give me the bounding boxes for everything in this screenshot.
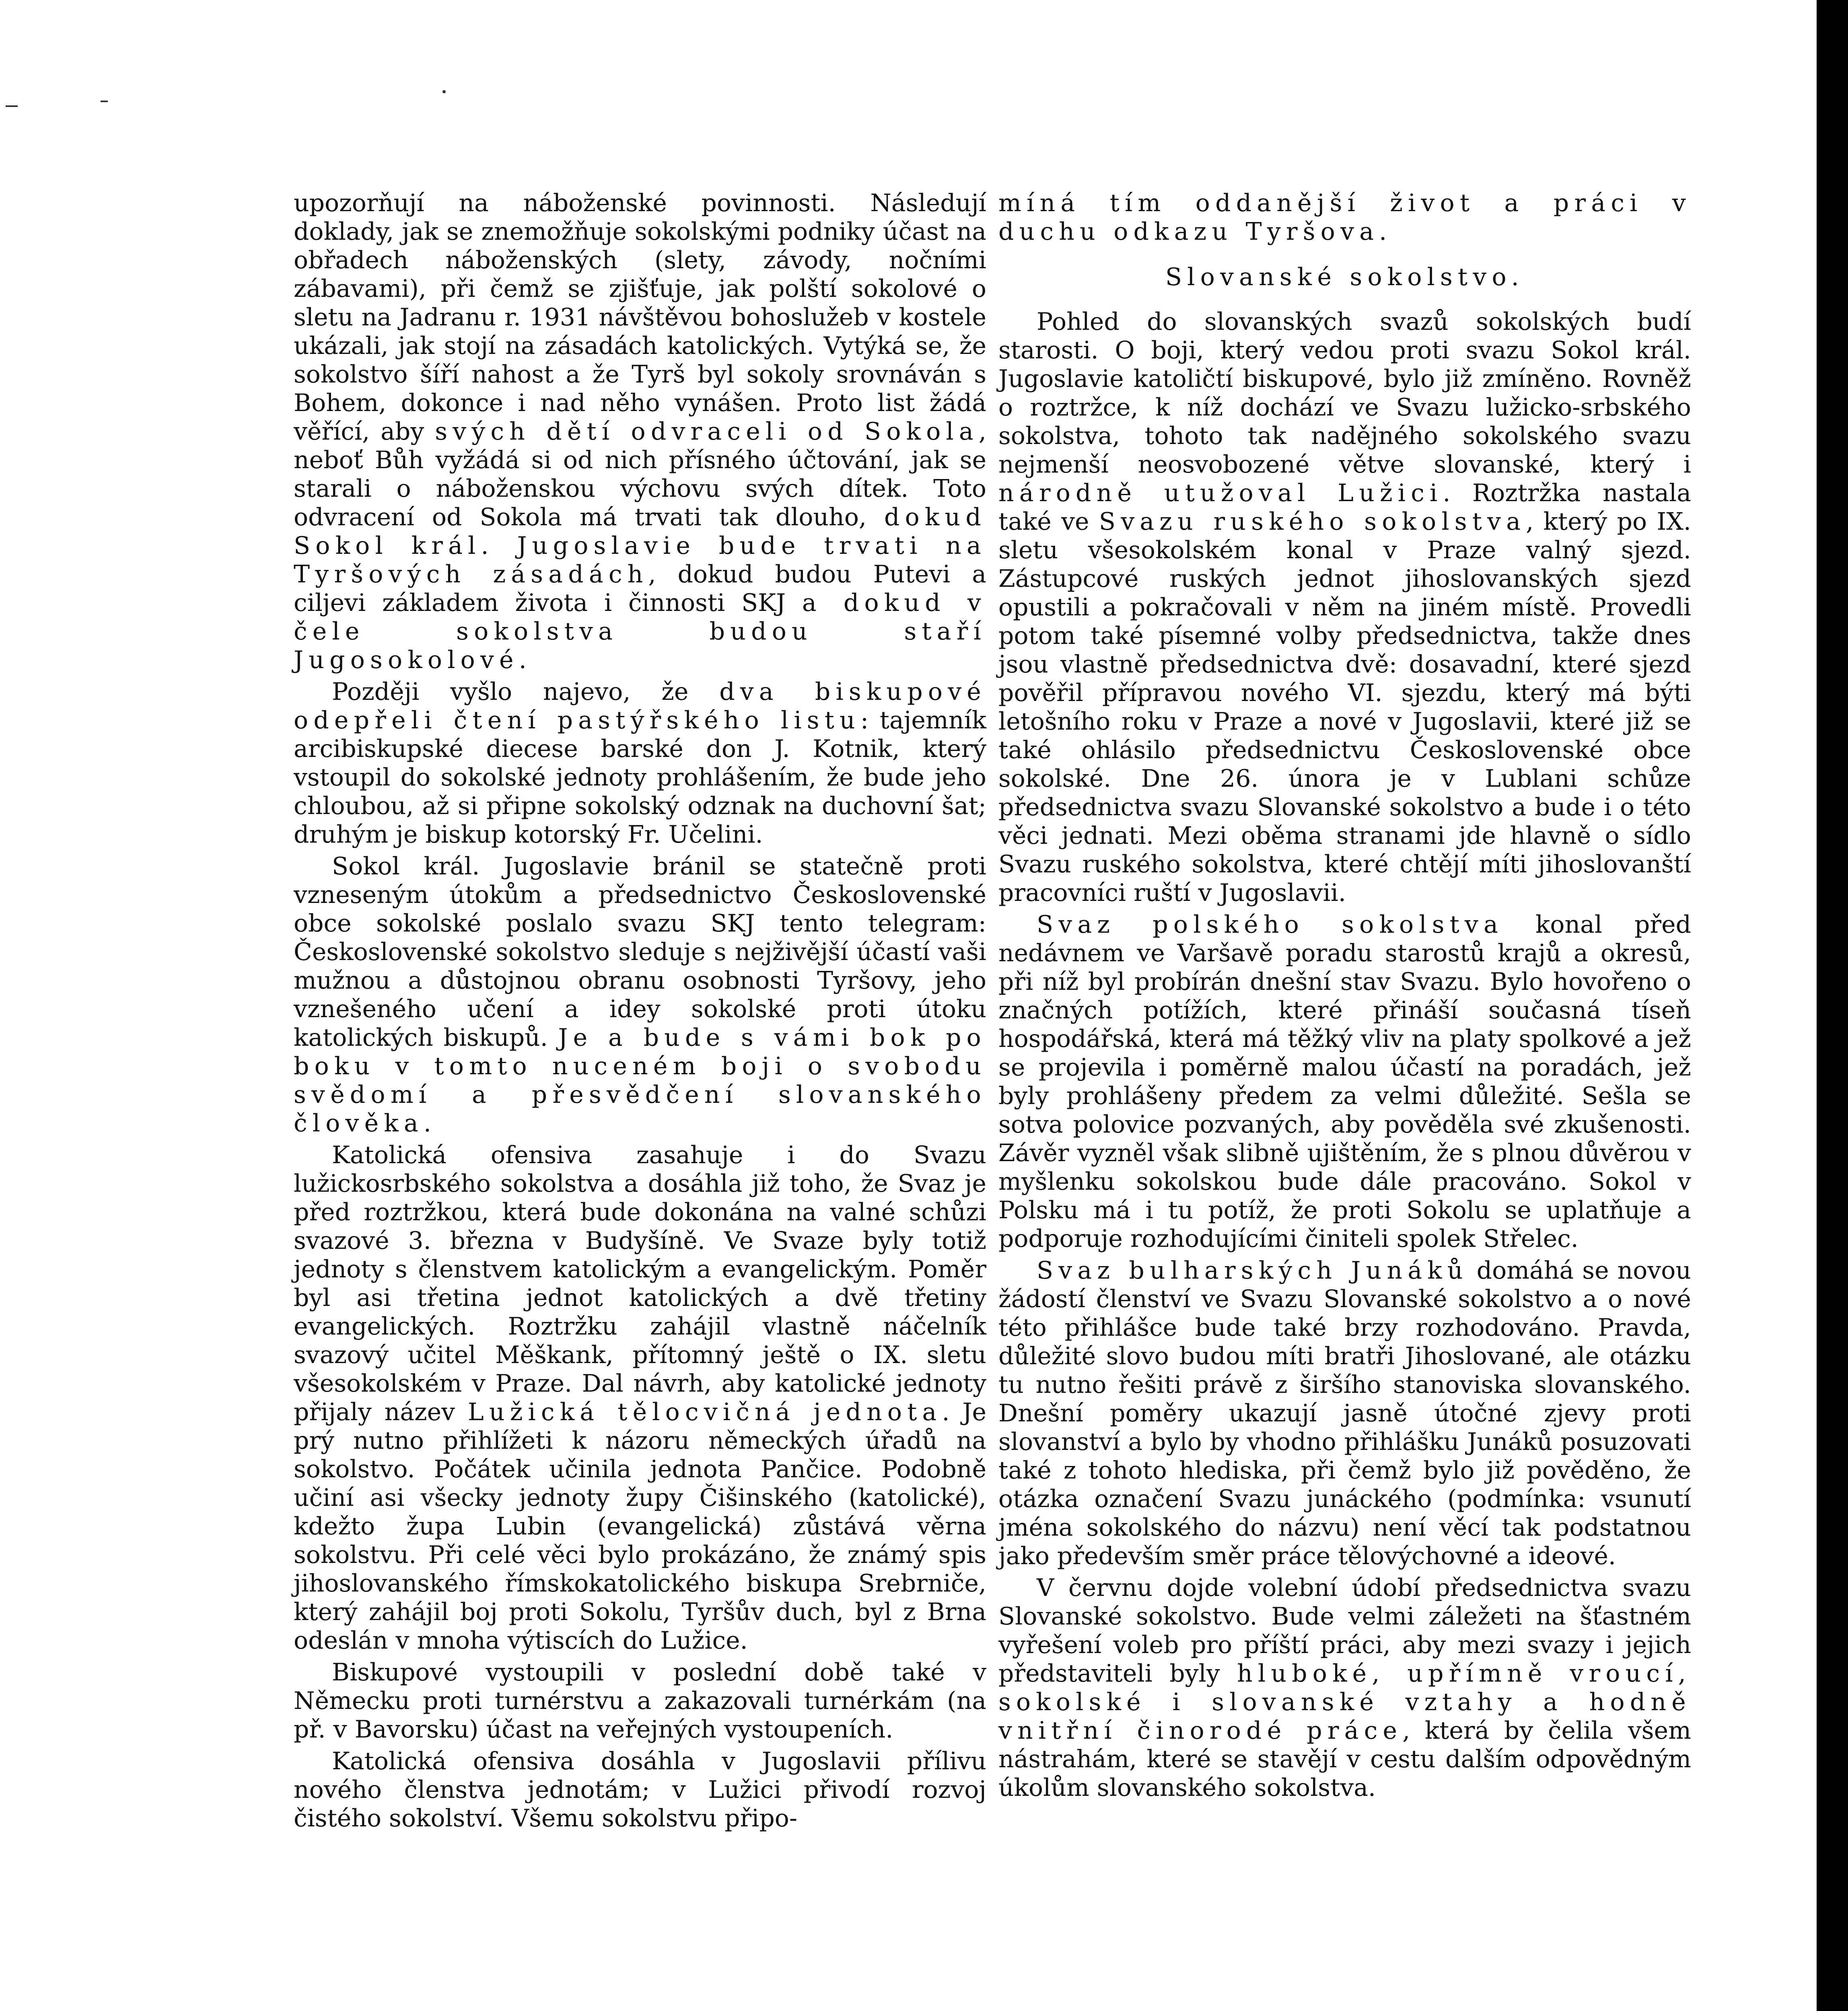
paragraph: Svaz polského sokolstva konal před nedávnem ve Varšavě poradu starostů krajů a okresů, při níž byl probírán dnešní stav Svazu. Bylo hovořeno o značných potížích, které přináší současná tíseň hospodářská, která má těžký vliv na platy spolkové a jež se projevila i poměrně malou účastí na poradách, jež byly prohlášeny předem za velmi důležité. Sešla se sotva polovice pozvaných, aby pověděla své zkušenosti. Závěr vyzněl však slibně ujištěním, že s plnou důvěrou v myšlenku sokolskou bude dále pracováno. Sokol v Polsku má i tu potíž, že proti Sokolu se uplatňuje a podporuje rozhodujícími činiteli spolek Střelec.	[998, 911, 1691, 1253]
paragraph: upozorňují na náboženské povinnosti. Následují doklady, jak se znemožňuje sokolskými podniky účast na obřadech náboženských (slety, závody, nočními zábavami), při čemž se zjišťuje, jak polští sokolové o sletu na Jadranu r. 1931 návštěvou bohoslužeb v kostele ukázali, jak stojí na zásadách katolických. Vytýká se, že sokolstvo šíří nahost a že Tyrš byl sokoly srovnáván s Bohem, dokonce i nad něho vynášen. Proto list žádá věřící, aby svých dětí odvraceli od Sokola, neboť Bůh vyžádá si od nich přísného účtování, jak se starali o náboženskou výchovu svých dítek. Toto odvracení od Sokola má trvati tak dlouho, dokud Sokol král. Jugoslavie bude trvati na Tyršových zásadách, dokud budou Putevi a ciljevi základem života i činnosti SKJ a dokud v čele sokolstva budou staří Jugosokolové.	[294, 189, 986, 674]
scan-edge-shadow	[1817, 0, 1848, 2011]
paragraph: Pohled do slovanských svazů sokolských budí starosti. O boji, který vedou proti svazu Sokol král. Jugoslavie katoličtí biskupové, bylo již zmíněno. Rovněž o roztržce, k níž dochází ve Svazu lužicko-srbského sokolstva, tohoto tak nadějného sokolského svazu nejmenší neosvobozené větve slovanské, který i národně utužoval Lužici. Roztržka nastala také ve Svazu ruského sokolstva, který po IX. sletu všesokolském konal v Praze valný sjezd. Zástupcové ruských jednot jihoslovanských sjezd opustili a pokračovali v něm na jiném místě. Provedli potom také písemné volby předsednictva, takže dnes jsou vlastně předsednictva dvě: dosavadní, které sjezd pověřil přípravou nového VI. sjezdu, který má býti letošního roku v Praze a nové v Jugoslavii, které již se také ohlásilo předsednictvu Československé obce sokolské. Dne 26. února je v Lublani schůze předsednictva svazu Slovanské sokolstvo a bude i o této věci jednati. Mezi oběma stranami jde hlavně o sídlo Svazu ruského sokolstva, které chtějí míti jihoslovanští pracovníci ruští v Jugoslavii.	[998, 308, 1692, 907]
right-column	[998, 189, 1691, 1805]
left-column	[294, 189, 986, 1836]
paragraph: míná tím oddanější život a práci v duchu odkazu Tyršova.	[998, 189, 1691, 246]
paragraph: Biskupové vystoupili v poslední době také v Německu proti turnérstvu a zakazovali turnérkám (na př. v Bavorsku) účast na veřejných vystoupeních.	[294, 1658, 986, 1744]
section-heading: Slovanské sokolstvo.	[1165, 263, 1524, 291]
scan-artifact-mark	[6, 105, 18, 107]
paragraph: Katolická ofensiva zasahuje i do Svazu lužickosrbského sokolstva a dosáhla již toho, že Svaz je před roztržkou, která bude dokonána na valné schůzi svazové 3. března v Budyšíně. Ve Svaze byly totiž jednoty s členstvem katolickým a evangelickým. Poměr byl asi třetina jednot katolických a dvě třetiny evangelických. Roztržku zahájil vlastně náčelník svazový učitel Měškank, přítomný ještě o IX. sletu všesokolském v Praze. Dal návrh, aby katolické jednoty přijaly název Lužická tělocvičná jednota. Je prý nutno přihlížeti k názoru německých úřadů na sokolstvo. Počátek učinila jednota Pančice. Podobně učiní asi všecky jednoty župy Čišinského (katolické), kdežto župa Lubin (evangelická) zůstává věrna sokolstvu. Při celé věci bylo prokázáno, že známý spis jihoslovanského římskokatolického biskupa Srebrniče, který zahájil boj proti Sokolu, Tyršův duch, byl z Brna odeslán v mnoha výtiscích do Lužice.	[294, 1141, 986, 1655]
scan-artifact-mark	[101, 101, 108, 102]
scan-artifact-mark	[442, 90, 446, 93]
paragraph: V červnu dojde volební údobí předsednictva svazu Slovanské sokolstvo. Bude velmi záležeti na šťastném vyřešení voleb pro příští práci, aby mezi svazy i jejich představiteli byly hluboké, upřímně vroucí, sokolské i slovanské vztahy a hodně vnitřní činorodé práce, která by čelila všem nástrahám, které se stavějí v cestu dalším odpovědným úkolům slovanského sokolstva.	[998, 1574, 1691, 1802]
paragraph: Později vyšlo najevo, že dva biskupové odepřeli čtení pastýřského listu: tajemník arcibiskupské diecese barské don J. Kotnik, který vstoupil do sokolské jednoty prohlášením, že bude jeho chloubou, až si připne sokolský odznak na duchovní šat; druhým je biskup kotorský Fr. Učelini.	[294, 678, 986, 849]
paragraph: Katolická ofensiva dosáhla v Jugoslavii přílivu nového členstva jednotám; v Lužici přivodí rozvoj čistého sokolství. Všemu sokolstvu připo-	[294, 1747, 986, 1832]
paragraph: Svaz bulharských Junáků domáhá se novou žádostí členství ve Svazu Slovanské sokolstvo a o nové této přihlášce bude také brzy rozhodováno. Pravda, důležité slovo budou míti bratři Jihoslované, ale otázku tu nutno řešiti právě z širšího stanoviska slovanského. Dnešní poměry ukazují jasně útočné zjevy proti slovanství a bylo by vhodno přihlášku Junáků posuzovati také z tohoto hlediska, při čemž bylo již pověděno, že otázka označení Svazu junáckého (podmínka: vsunutí jména sokolského do názvu) není věcí tak podstatnou jako především směr práce tělovýchovné a ideové.	[998, 1256, 1691, 1570]
paragraph: Sokol král. Jugoslavie bránil se statečně proti vzneseným útokům a předsednictvo Československé obce sokolské poslalo svazu SKJ tento telegram: Československé sokolstvo sleduje s nejživější účastí vaši mužnou a důstojnou obranu osobnosti Tyršovy, jeho vznešeného učení a idey sokolské proti útoku katolických biskupů. Je a bude s vámi bok po boku v tomto nuceném boji o svobodu svědomí a přesvědčení slovanského člověka.	[294, 852, 986, 1137]
